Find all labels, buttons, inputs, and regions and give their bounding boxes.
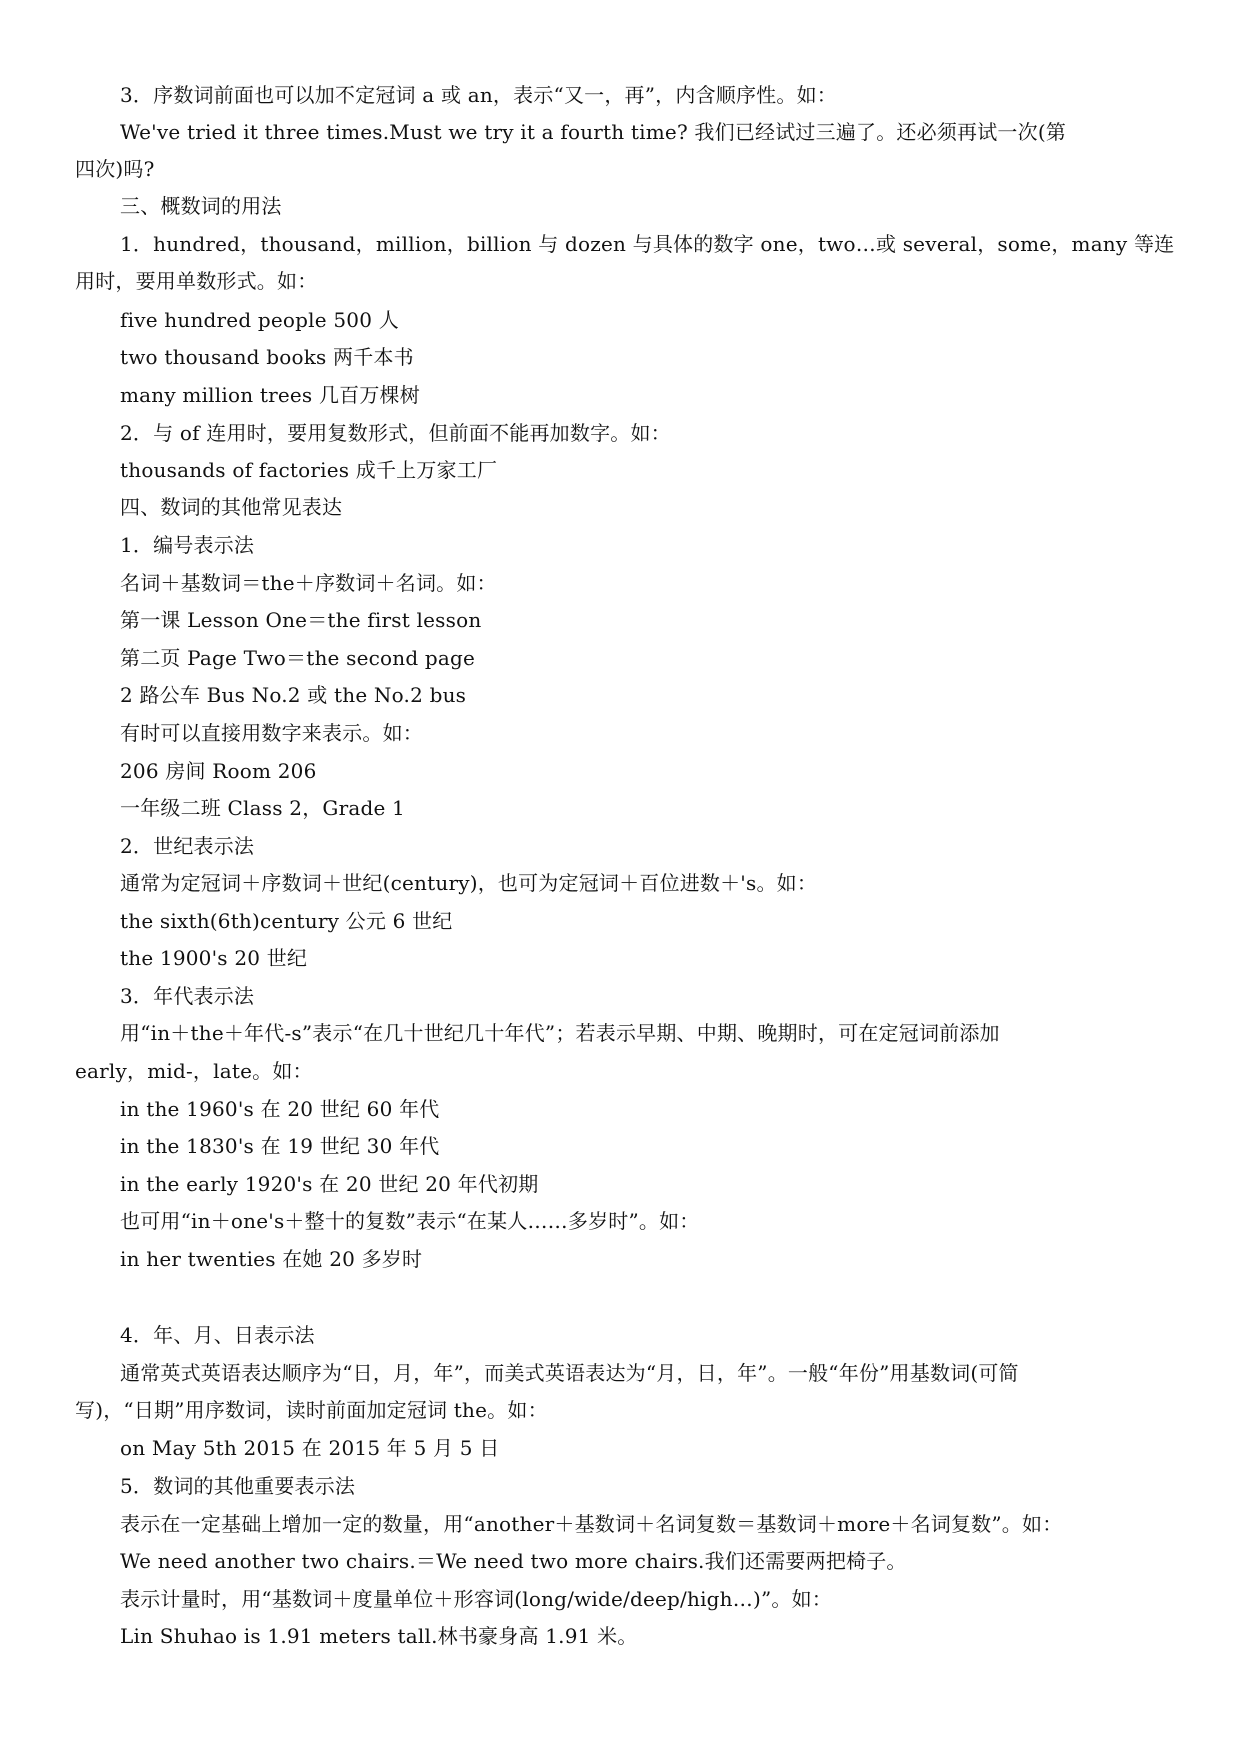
example-line: five hundred people 500 人 bbox=[120, 308, 399, 332]
subsection-heading: 1．编号表示法 bbox=[120, 533, 255, 557]
subsection-heading: 4．年、月、日表示法 bbox=[120, 1323, 315, 1347]
example-line: the 1900's 20 世纪 bbox=[120, 946, 308, 970]
text-line: We've tried it three times.Must we try it a fourth time? 我们已经试过三遍了。还必须再试一次(第 bbox=[120, 120, 1067, 144]
text-line: 表示在一定基础上增加一定的数量，用“another＋基数词＋名词复数＝基数词＋more＋名词复数”。如： bbox=[120, 1512, 1063, 1536]
example-line: 206 房间 Room 206 bbox=[120, 759, 317, 783]
example-line: Lin Shuhao is 1.91 meters tall.林书豪身高 1.91 米。 bbox=[120, 1624, 638, 1648]
example-line: on May 5th 2015 在 2015 年 5 月 5 日 bbox=[120, 1436, 500, 1460]
text-line: 有时可以直接用数字来表示。如： bbox=[120, 721, 423, 745]
text-line: 用“in＋the＋年代-s”表示“在几十世纪几十年代”；若表示早期、中期、晚期时，可在定冠词前添加 bbox=[120, 1021, 1000, 1045]
subsection-heading: 5．数词的其他重要表示法 bbox=[120, 1474, 356, 1498]
text-line: 2．与 of 连用时，要用复数形式，但前面不能再加数字。如： bbox=[120, 421, 671, 445]
example-line: two thousand books 两千本书 bbox=[120, 345, 414, 369]
subsection-heading: 2．世纪表示法 bbox=[120, 834, 255, 858]
text-line: 表示计量时，用“基数词＋度量单位＋形容词(long/wide/deep/high…)”。如： bbox=[120, 1587, 832, 1611]
text-line: 写)，“日期”用序数词，读时前面加定冠词 the。如： bbox=[75, 1398, 548, 1422]
example-line: in her twenties 在她 20 多岁时 bbox=[120, 1247, 423, 1271]
example-line: many million trees 几百万棵树 bbox=[120, 383, 420, 407]
section-heading: 四、数词的其他常见表达 bbox=[120, 495, 343, 519]
text-line: 通常英式英语表达顺序为“日，月，年”，而美式英语表达为“月，日，年”。一般“年份”用基数词(可简 bbox=[120, 1361, 1019, 1385]
text-line: 用时，要用单数形式。如： bbox=[75, 269, 318, 293]
text-line: 3．序数词前面也可以加不定冠词 a 或 an，表示“又一，再”，内含顺序性。如： bbox=[120, 83, 837, 107]
example-line: 一年级二班 Class 2，Grade 1 bbox=[120, 796, 405, 820]
example-line: 2 路公车 Bus No.2 或 the No.2 bus bbox=[120, 683, 467, 707]
example-line: thousands of factories 成千上万家工厂 bbox=[120, 458, 498, 482]
example-line: in the 1960's 在 20 世纪 60 年代 bbox=[120, 1097, 440, 1121]
text-line: 四次)吗? bbox=[75, 157, 155, 181]
example-line: in the early 1920's 在 20 世纪 20 年代初期 bbox=[120, 1172, 539, 1196]
section-heading: 三、概数词的用法 bbox=[120, 194, 282, 218]
text-line: 1．hundred，thousand，million，billion 与 dozen 与具体的数字 one，two…或 several，some，many 等连 bbox=[120, 232, 1175, 256]
text-line: 通常为定冠词＋序数词＋世纪(century)，也可为定冠词＋百位进数＋'s。如： bbox=[120, 871, 818, 895]
example-line: the sixth(6th)century 公元 6 世纪 bbox=[120, 909, 453, 933]
example-line: We need another two chairs.＝We need two more chairs.我们还需要两把椅子。 bbox=[120, 1549, 907, 1573]
text-line: 也可用“in＋one's＋整十的复数”表示“在某人……多岁时”。如： bbox=[120, 1209, 700, 1233]
text-line: early，mid-，late。如： bbox=[75, 1059, 313, 1083]
text-line: 名词＋基数词＝the＋序数词＋名词。如： bbox=[120, 571, 497, 595]
example-line: 第二页 Page Two＝the second page bbox=[120, 646, 476, 670]
subsection-heading: 3．年代表示法 bbox=[120, 984, 255, 1008]
example-line: in the 1830's 在 19 世纪 30 年代 bbox=[120, 1134, 440, 1158]
example-line: 第一课 Lesson One＝the first lesson bbox=[120, 608, 482, 632]
